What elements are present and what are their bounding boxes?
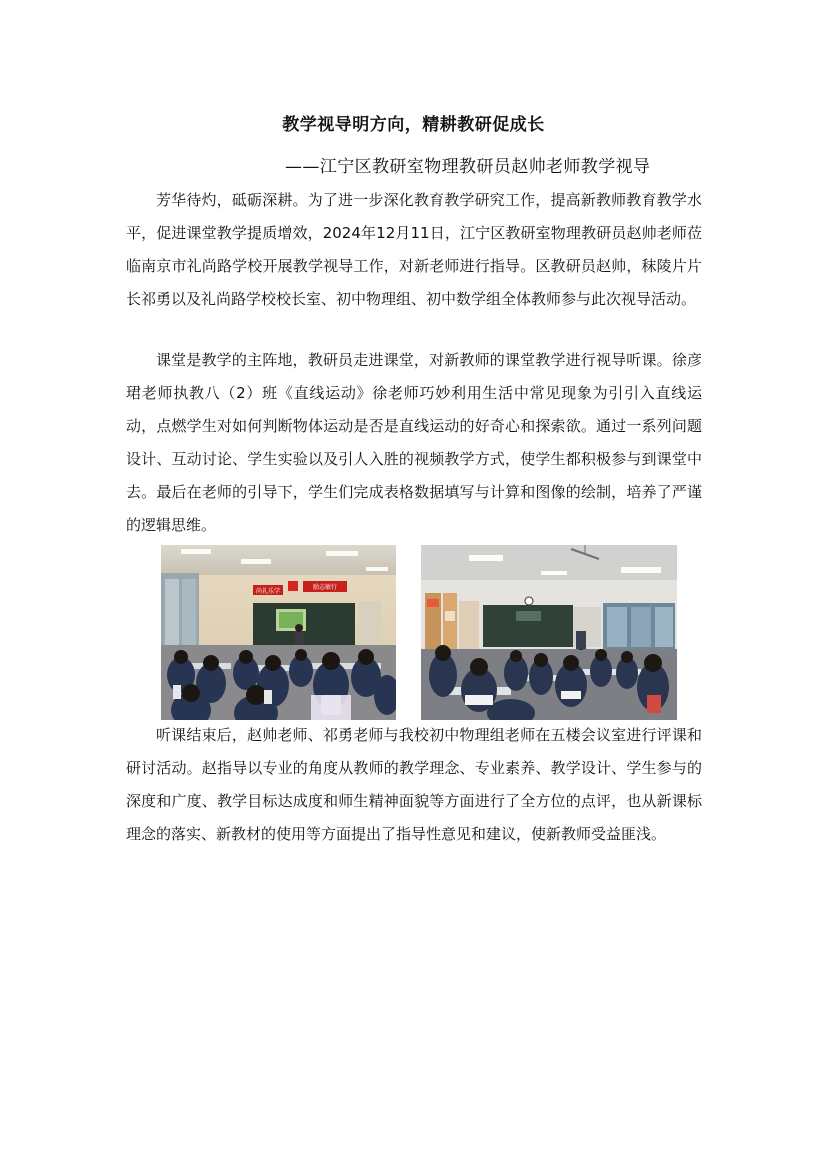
paragraph-lesson: 课堂是教学的主阵地，教研员走进课堂，对新教师的课堂教学进行视导听课。徐彦珺老师执教八（2）班《直线运动》徐老师巧妙利用生活中常见现象为引引入直线运动，点燃学生对如何判断物体运动是否是直线运动的好奇心和探索欲。通过一系列问题设计、互动讨论、学生实验以及引人入胜的视频教学方式，使学生都积极参与到课堂中去。最后在老师的引导下，学生们完成表格数据填写与计算和图像的绘制，培养了严谨的逻辑思维。	[126, 351, 702, 534]
page-title: 教学视导明方向，精耕教研促成长	[282, 115, 545, 135]
classroom-photo-icon	[421, 545, 677, 720]
banner-right-text: 励志敏行	[312, 584, 338, 591]
page-subtitle: ——江宁区教研室物理教研员赵帅老师教学视导	[285, 157, 651, 177]
classroom-photo-left	[161, 545, 396, 720]
paragraph-intro: 芳华待灼，砥砺深耕。为了进一步深化教育教学研究工作，提高新教师教育教学水平，促进课堂教学提质增效，2024年12月11日，江宁区教研室物理教研员赵帅老师莅临南京市礼尚路学校开展教学视导工作，对新老师进行指导。区教研员赵帅，秣陵片片长祁勇以及礼尚路学校校长室、初中物理组、初中数学组全体教师参与此次视导活动。	[126, 191, 702, 308]
banner-left-text: 尚礼乐学	[255, 588, 281, 595]
classroom-photo-icon	[161, 545, 396, 720]
paragraph-review: 听课结束后，赵帅老师、祁勇老师与我校初中物理组老师在五楼会议室进行评课和研讨活动。赵指导以专业的角度从教师的教学理念、专业素养、教学设计、学生参与的深度和广度、教学目标达成度和师生精神面貌等方面进行了全方位的点评，也从新课标理念的落实、新教材的使用等方面提出了指导性意见和建议，使新教师受益匪浅。	[126, 726, 702, 843]
classroom-photo-right	[421, 545, 677, 720]
